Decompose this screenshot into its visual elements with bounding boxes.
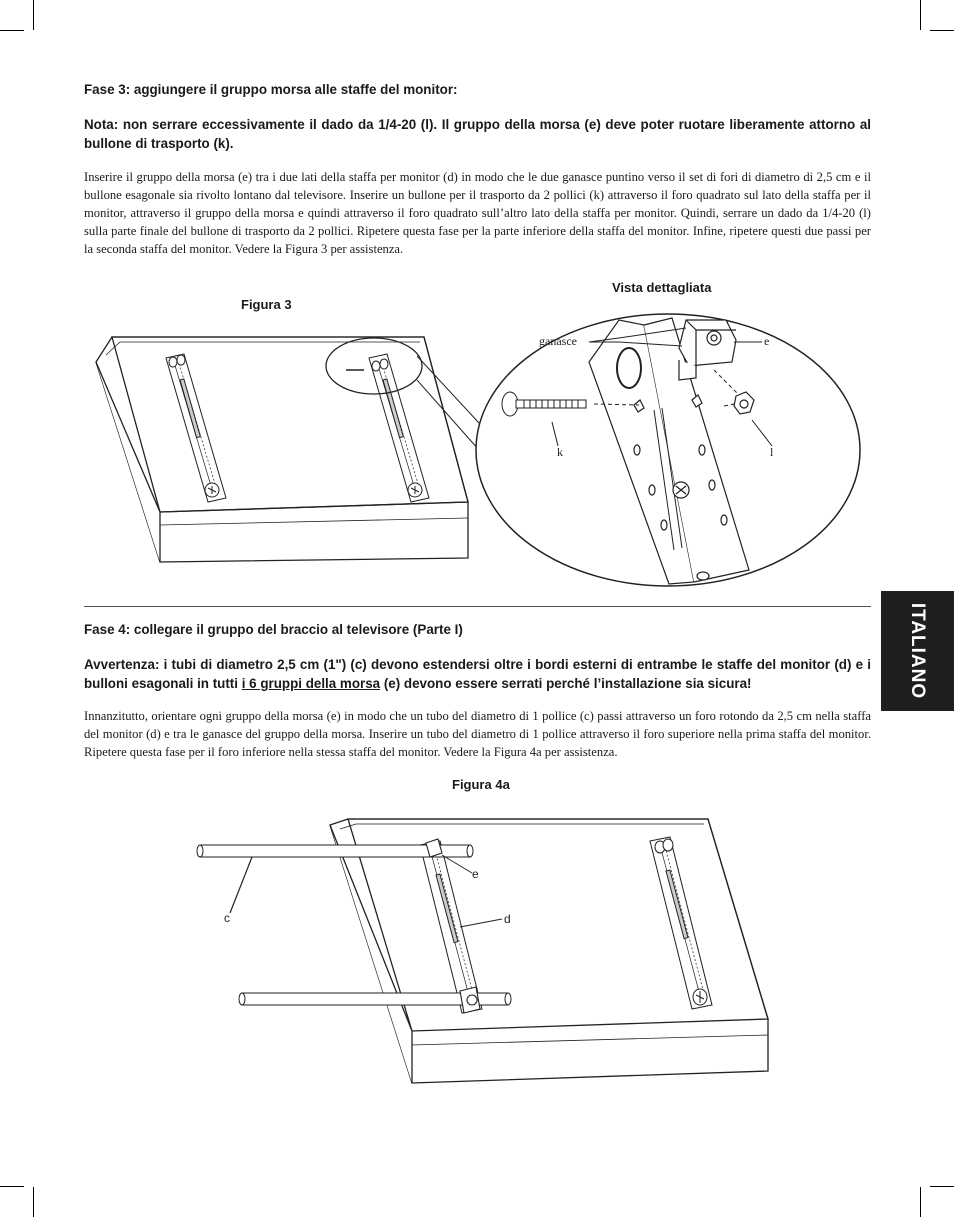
figure4a-illustration xyxy=(180,805,780,1095)
step3-body: Inserire il gruppo della morsa (e) tra i due lati della staffa per monitor (d) in modo che le due ganasce puntino verso il set di fori di diametro di 2,5 cm e il bullone esagonale sia rivolto lontano dal televisore. Inserire un bullone per il trasporto da 2 pollici (k) attraverso il foro quadrato sul lato della staffa per il monitor, attraverso il gruppo della morsa e quindi attraverso il foro quadrato sull’altro lato della staffa per monitor. Quindi, serrare un dado da 1/4-20 (l) sulla parte finale del bullone di trasporto da 2 pollici. Ripetere questa fase per la parte inferiore della staffa del monitor. Infine, ripetere questi due passi per la seconda staffa del monitor. Vedere la Figura 3 per assistenza. xyxy=(84,170,871,256)
crop-mark xyxy=(930,30,954,31)
label-e: e xyxy=(764,334,770,348)
crop-mark xyxy=(920,0,921,30)
clamp-assembly-bottom xyxy=(460,987,480,1013)
section-divider xyxy=(84,606,871,607)
label-ganasce: ganasce xyxy=(539,334,577,348)
figure3-illustration xyxy=(84,300,884,600)
label-k: k xyxy=(557,445,563,459)
language-tab-label: ITALIANO xyxy=(907,602,929,700)
crop-mark xyxy=(0,30,24,31)
step3-heading: Fase 3: aggiungere il gruppo morsa alle staffe del monitor: xyxy=(84,82,458,97)
figure4a-caption: Figura 4a xyxy=(452,777,510,792)
warning-text-underlined: i 6 gruppi della morsa xyxy=(241,676,381,691)
warning-text-part1: Avvertenza: i tubi di diametro 2,5 cm (1") (c) devono estendersi oltre i bordi esterni di entrambe le staffe del monitor (d) e i bulloni esagonali in tutti xyxy=(84,657,871,691)
crop-mark xyxy=(33,0,34,30)
step4-body: Innanzitutto, orientare ogni gruppo della morsa (e) in modo che un tubo del diametro di 1 pollice (c) passi attraverso un foro rotondo da 2,5 cm nella staffa del monitor (d) e tra le ganasce del gruppo della morsa. Inserire un tubo del diametro di 1 pollice attraverso il foro superiore nella prima staffa del monitor. Ripetere questa fase per il foro inferiore nella stessa staffa del monitor. Vedere la Figura 4a per assistenza. xyxy=(84,709,871,759)
step3-note: Nota: non serrare eccessivamente il dado da 1/4-20 (l). Il gruppo della morsa (e) deve poter ruotare liberamente attorno al bullone di trasporto (k). xyxy=(84,117,871,151)
crop-mark xyxy=(33,1187,34,1217)
label-e-4a: e xyxy=(472,867,479,881)
crop-mark xyxy=(0,1186,24,1187)
label-c: c xyxy=(224,911,230,925)
step4-warning xyxy=(84,655,871,693)
label-l: l xyxy=(770,445,774,459)
detail-view-caption: Vista dettagliata xyxy=(612,280,712,295)
figure3-caption: Figura 3 xyxy=(241,297,292,312)
warning-text-part2: (e) devono essere serrati perché l’installazione sia sicura! xyxy=(380,676,752,691)
label-d: d xyxy=(504,912,511,926)
crop-mark xyxy=(920,1187,921,1217)
language-tab xyxy=(881,591,954,711)
tv-panel-4a xyxy=(330,819,768,1083)
step4-heading: Fase 4: collegare il gruppo del braccio al televisore (Parte I) xyxy=(84,622,463,637)
crop-mark xyxy=(930,1186,954,1187)
